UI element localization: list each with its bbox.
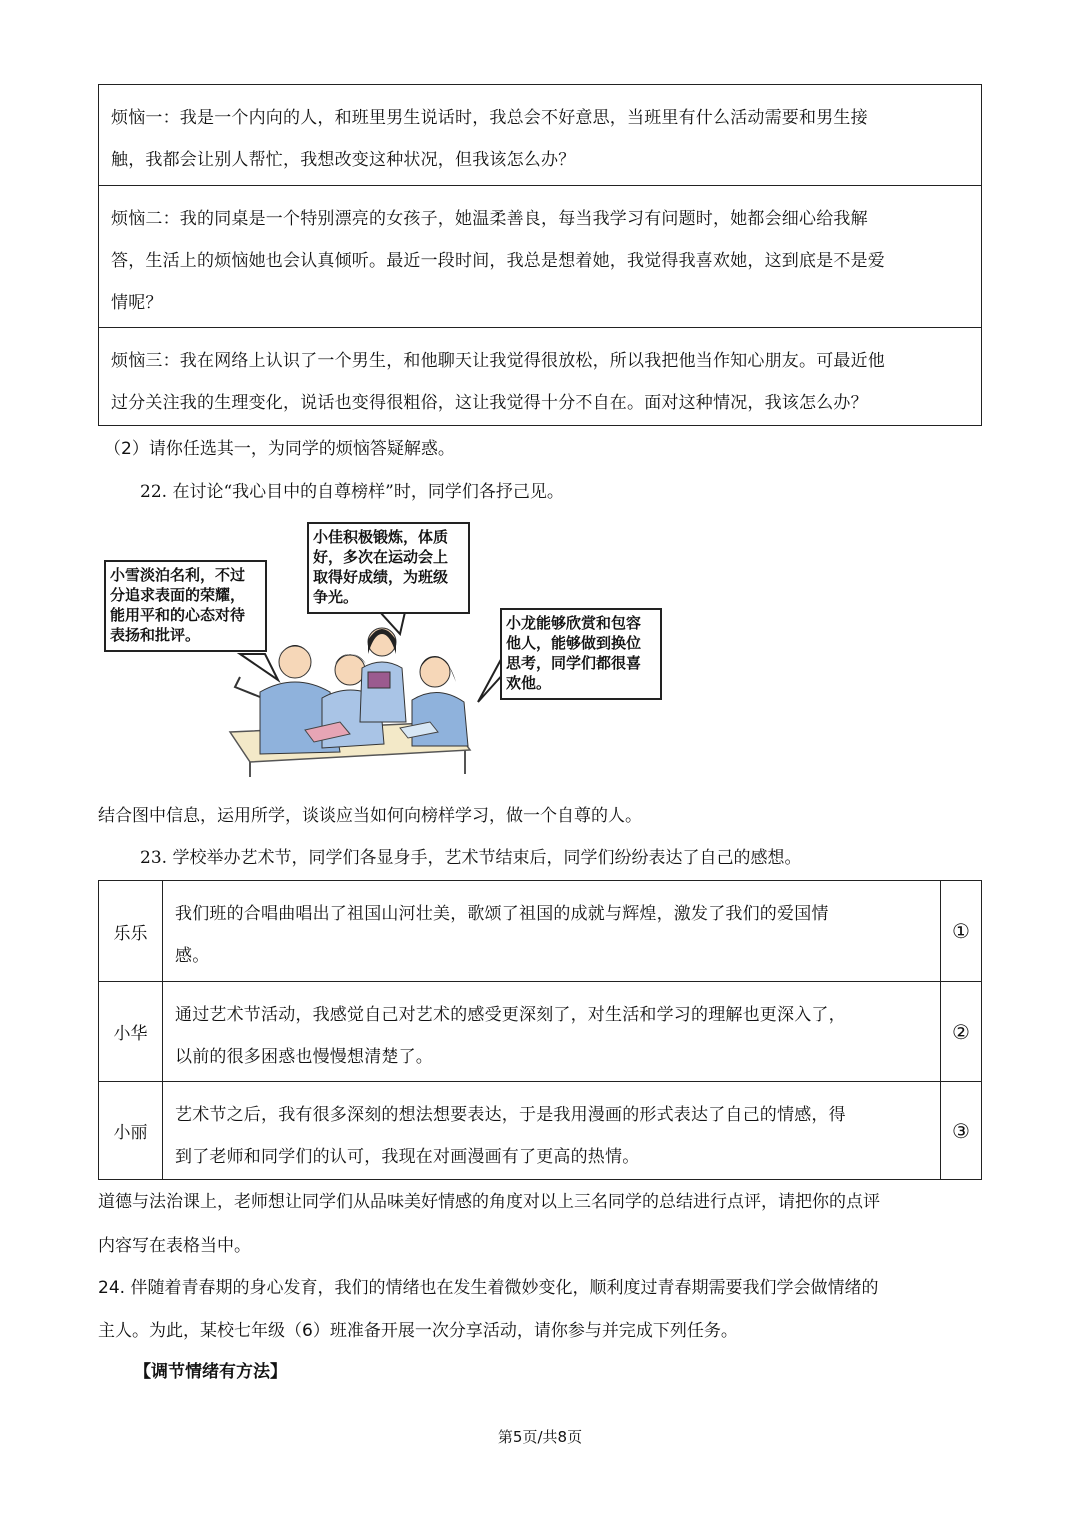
- feelings-row-2-line-2: 以前的很多困惑也慢慢想清楚了。: [175, 1047, 433, 1067]
- worry-cell-2: [99, 185, 981, 327]
- page-footer: 第5页/共8页: [497, 1428, 583, 1446]
- feelings-row-3-line-2: 到了老师和同学们的认可，我现在对画漫画有了更高的热情。: [175, 1147, 640, 1167]
- worry-2-line-1: 烦恼二：我的同桌是一个特别漂亮的女孩子，她温柔善良，每当我学习有问题时，她都会细心给我解: [111, 209, 868, 229]
- question-23-stem: 23. 学校举办艺术节，同学们各显身手，艺术节结束后，同学们纷纷表达了自己的感想。: [140, 848, 802, 868]
- answer-cell-1[interactable]: ①: [940, 881, 981, 981]
- question-23-prompt-line-2: 内容写在表格当中。: [98, 1236, 251, 1256]
- worries-table: [98, 84, 982, 426]
- student-name-xiaohua: 小华: [99, 982, 163, 1081]
- feelings-row-2-line-1: 通过艺术节活动，我感觉自己对艺术的感受更深刻了，对生活和学习的理解也更深入了，: [175, 1005, 846, 1025]
- answer-cell-3[interactable]: ③: [940, 1082, 981, 1179]
- feelings-row-3-line-1: 艺术节之后，我有很多深刻的想法想要表达，于是我用漫画的形式表达了自己的情感，得: [175, 1105, 846, 1125]
- section-title: 【调节情绪有方法】: [134, 1362, 287, 1382]
- answer-cell-2[interactable]: ②: [940, 982, 981, 1081]
- worry-2-line-2: 答，生活上的烦恼她也会认真倾听。最近一段时间，我总是想着她，我觉得我喜欢她，这到底是不是爱: [111, 251, 885, 271]
- bubble-xiaojia-line-2: 好，多次在运动会上: [313, 548, 449, 566]
- question-24-line-2: 主人。为此，某校七年级（6）班准备开展一次分享活动，请你参与并完成下列任务。: [98, 1321, 738, 1341]
- bubble-xiaolong-line-3: 思考，同学们都很喜: [506, 654, 642, 672]
- bubble-xiaoxue-line-2: 分追求表面的荣耀，: [110, 586, 246, 604]
- feelings-row-3: [99, 1081, 981, 1179]
- bubble-xiaolong-line-1: 小龙能够欣赏和包容: [506, 614, 642, 632]
- feelings-row-1-line-2: 感。: [175, 946, 210, 966]
- bubble-xiaolong-line-2: 他人，能够做到换位: [506, 634, 642, 652]
- worry-3-line-2: 过分关注我的生理变化，说话也变得很粗俗，这让我觉得十分不自在。面对这种情况，我该怎么办？: [111, 393, 868, 413]
- bubble-xiaojia-line-4: 争光。: [313, 588, 359, 606]
- bubble-xiaojia-line-3: 取得好成绩，为班级: [313, 568, 449, 586]
- feelings-table: [98, 880, 982, 1180]
- worry-3-line-1: 烦恼三：我在网络上认识了一个男生，和他聊天让我觉得很放松，所以我把他当作知心朋友。可最近他: [111, 351, 885, 371]
- student-name-lele: 乐乐: [99, 881, 163, 981]
- bubble-xiaolong-line-4: 欢他。: [506, 674, 552, 692]
- bubble-xiaoxue-line-3: 能用平和的心态对待: [110, 606, 246, 624]
- bubble-xiaoxue: [104, 560, 267, 652]
- question-21-2: （2）请你任选其一，为同学的烦恼答疑解惑。: [104, 439, 455, 459]
- feelings-row-2: [99, 981, 981, 1081]
- bubble-xiaolong: [500, 608, 662, 700]
- bubble-xiaoxue-line-1: 小雪淡泊名利，不过: [110, 566, 246, 584]
- bubble-xiaoxue-line-4: 表扬和批评。: [110, 626, 201, 644]
- worry-cell-1: [99, 85, 981, 185]
- bubble-xiaojia-line-1: 小佳积极锻炼，体质: [313, 528, 449, 546]
- bubble-xiaojia: [307, 522, 470, 614]
- question-23-prompt-line-1: 道德与法治课上，老师想让同学们从品味美好情感的角度对以上三名同学的总结进行点评，请把你的点评: [98, 1192, 880, 1212]
- worry-cell-3: [99, 327, 981, 425]
- worry-1-line-2: 触，我都会让别人帮忙，我想改变这种状况，但我该怎么办？: [111, 150, 576, 170]
- worry-2-line-3: 情呢？: [111, 293, 163, 313]
- feelings-row-1-line-1: 我们班的合唱曲唱出了祖国山河壮美，歌颂了祖国的成就与辉煌，激发了我们的爱国情: [175, 904, 829, 924]
- feelings-row-1: [99, 881, 981, 981]
- question-22-prompt: 结合图中信息，运用所学，谈谈应当如何向榜样学习，做一个自尊的人。: [98, 806, 642, 826]
- question-22-stem: 22. 在讨论“我心目中的自尊榜样”时，同学们各抒己见。: [140, 482, 564, 502]
- worry-1-line-1: 烦恼一：我是一个内向的人，和班里男生说话时，我总会不好意思，当班里有什么活动需要和男生接: [111, 108, 868, 128]
- question-24-line-1: 24. 伴随着青春期的身心发育，我们的情绪也在发生着微妙变化，顺利度过青春期需要我们学会做情绪的: [98, 1278, 879, 1298]
- student-name-xiaoli: 小丽: [99, 1082, 163, 1179]
